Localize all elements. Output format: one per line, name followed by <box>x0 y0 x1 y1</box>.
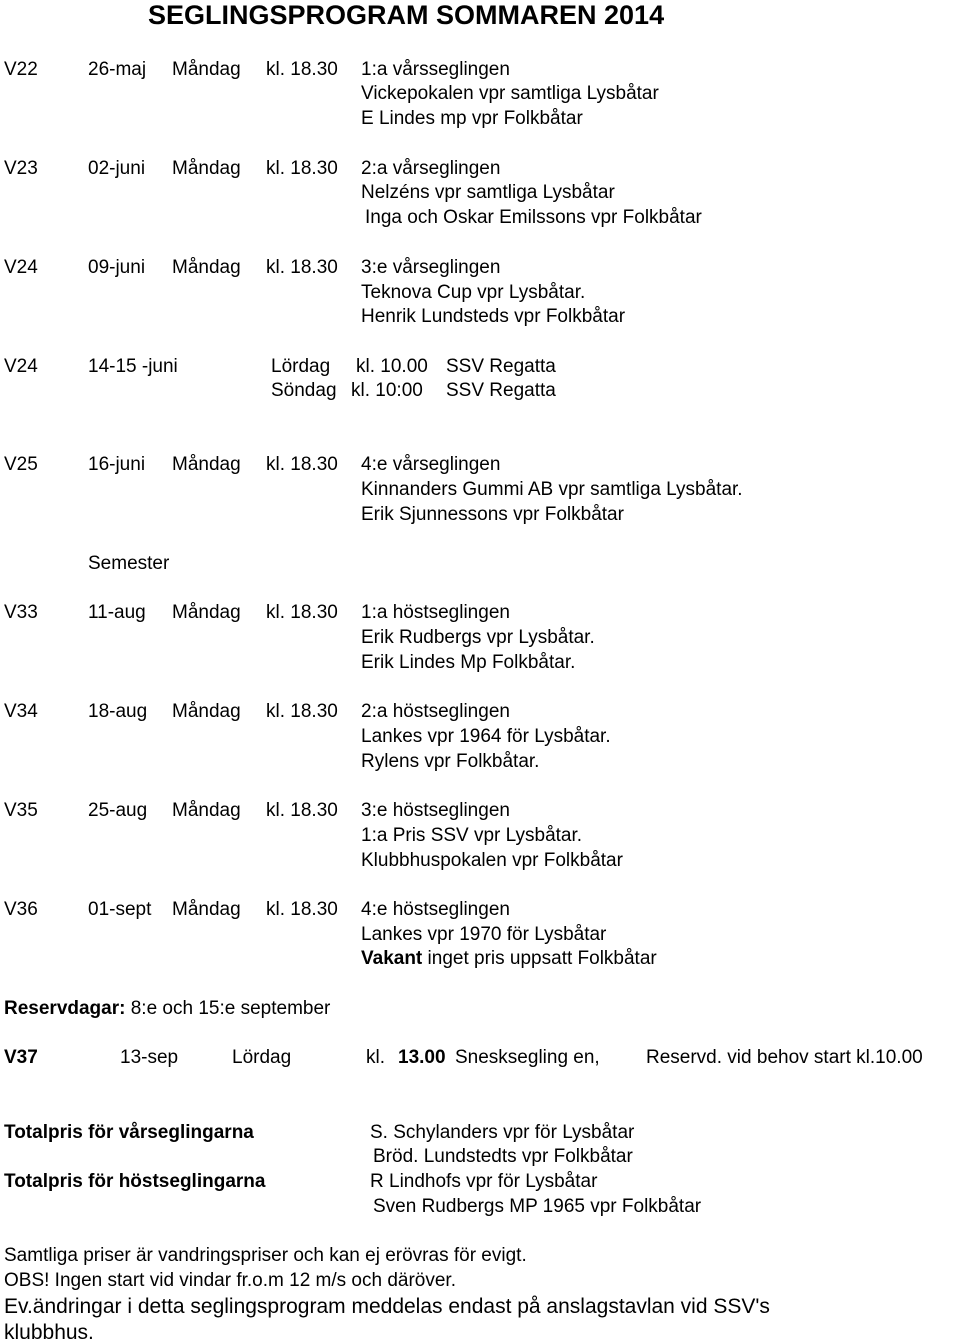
race-day: Lördag <box>232 1047 292 1068</box>
week-label: V23 <box>4 158 38 179</box>
race-event: Snesksegling en, <box>455 1047 600 1068</box>
race-time: kl. 18.30 <box>266 257 338 278</box>
autumn-total-label: Totalpris för höstseglingarna <box>4 1171 266 1192</box>
week-label: V24 <box>4 356 38 377</box>
prize-line: 1:a Pris SSV vpr Lysbåtar. <box>361 825 583 846</box>
race-date: 18-aug <box>88 701 148 722</box>
race-day: Måndag <box>172 701 241 722</box>
prize-line: E Lindes mp vpr Folkbåtar <box>361 108 583 129</box>
race-time: kl. 18.30 <box>266 800 338 821</box>
prize-line: Rylens vpr Folkbåtar. <box>361 751 540 772</box>
race-event: SSV Regatta <box>446 380 556 401</box>
race-event: 3:e höstseglingen <box>361 800 510 821</box>
reserve-text: 8:e och 15:e september <box>130 998 331 1019</box>
race-date: 14-15 -juni <box>88 356 178 377</box>
vakant-text: inget pris uppsatt Folkbåtar <box>427 948 657 969</box>
race-time: kl. 18.30 <box>266 59 338 80</box>
race-event: 4:e höstseglingen <box>361 899 510 920</box>
prize-line: Lankes vpr 1964 för Lysbåtar. <box>361 726 611 747</box>
prize-line <box>361 949 657 968</box>
race-day: Måndag <box>172 59 241 80</box>
prize-line: Teknova Cup vpr Lysbåtar. <box>361 282 586 303</box>
race-day: Lördag <box>271 356 331 377</box>
week-label: V34 <box>4 701 38 722</box>
reserve-days <box>4 999 330 1018</box>
prize-line: S. Schylanders vpr för Lysbåtar <box>370 1122 635 1143</box>
footer-note: Ev.ändringar i detta seglingsprogram meddelas endast på anslagstavlan vid SSV's <box>4 1295 770 1318</box>
race-event: 2:a höstseglingen <box>361 701 510 722</box>
spring-total-label: Totalpris för vårseglingarna <box>4 1122 254 1143</box>
page-title: SEGLINGSPROGRAM SOMMAREN 2014 <box>148 0 665 30</box>
semester-heading: Semester <box>88 553 170 574</box>
race-note: Reservd. vid behov start kl.10.00 <box>646 1047 923 1068</box>
prize-line: Nelzéns vpr samtliga Lysbåtar <box>361 182 615 203</box>
week-label: V35 <box>4 800 38 821</box>
prize-line: Klubbhuspokalen vpr Folkbåtar <box>361 850 623 871</box>
race-event: 2:a vårseglingen <box>361 158 501 179</box>
race-event: 1:a höstseglingen <box>361 602 510 623</box>
race-event: 1:a vårsseglingen <box>361 59 510 80</box>
race-day: Måndag <box>172 257 241 278</box>
prize-line: Inga och Oskar Emilssons vpr Folkbåtar <box>365 207 702 228</box>
race-time: kl. 18.30 <box>266 158 338 179</box>
race-time: kl. 10.00 <box>356 356 428 377</box>
race-kl: kl. <box>366 1047 385 1068</box>
race-time: kl. 18.30 <box>266 602 338 623</box>
race-time: kl. 18.30 <box>266 899 338 920</box>
prize-line: Erik Rudbergs vpr Lysbåtar. <box>361 627 595 648</box>
race-date: 09-juni <box>88 257 146 278</box>
race-day: Söndag <box>271 380 337 401</box>
footer-note: OBS! Ingen start vid vindar fr.o.m 12 m/s och däröver. <box>4 1270 456 1291</box>
race-date: 11-aug <box>88 602 146 623</box>
race-time <box>398 1048 446 1067</box>
race-day: Måndag <box>172 158 241 179</box>
prize-line: R Lindhofs vpr för Lysbåtar <box>370 1171 598 1192</box>
week-label: V25 <box>4 454 38 475</box>
week-label: V37 <box>4 1047 38 1068</box>
race-day: Måndag <box>172 899 241 920</box>
footer-note: Samtliga priser är vandringspriser och kan ej erövras för evigt. <box>4 1245 527 1266</box>
week-label: V22 <box>4 59 38 80</box>
race-event: 3:e vårseglingen <box>361 257 501 278</box>
week-label: V24 <box>4 257 38 278</box>
prize-line: Lankes vpr 1970 för Lysbåtar <box>361 924 607 945</box>
reserve-label: Reservdagar: <box>4 998 126 1019</box>
race-date: 26-maj <box>88 59 147 80</box>
race-date: 02-juni <box>88 158 146 179</box>
race-date: 16-juni <box>88 454 146 475</box>
race-date: 25-aug <box>88 800 148 821</box>
week-label: V33 <box>4 602 38 623</box>
race-time: kl. 10:00 <box>351 380 423 401</box>
race-time: kl. 18.30 <box>266 454 338 475</box>
prize-line: Sven Rudbergs MP 1965 vpr Folkbåtar <box>373 1196 702 1217</box>
prize-line: Kinnanders Gummi AB vpr samtliga Lysbåtar. <box>361 479 743 500</box>
prize-line: Erik Sjunnessons vpr Folkbåtar <box>361 504 624 525</box>
prize-line: Henrik Lundsteds vpr Folkbåtar <box>361 306 626 327</box>
prize-line: Erik Lindes Mp Folkbåtar. <box>361 652 576 673</box>
race-event: SSV Regatta <box>446 356 556 377</box>
race-time-value: 13.00 <box>398 1047 446 1068</box>
week-label: V36 <box>4 899 38 920</box>
race-event: 4:e vårseglingen <box>361 454 501 475</box>
race-date: 13-sep <box>120 1047 179 1068</box>
race-day: Måndag <box>172 602 241 623</box>
vakant-label: Vakant <box>361 948 423 969</box>
footer-note: klubbhus. <box>4 1321 94 1344</box>
race-time: kl. 18.30 <box>266 701 338 722</box>
prize-line: Bröd. Lundstedts vpr Folkbåtar <box>373 1146 633 1167</box>
race-day: Måndag <box>172 454 241 475</box>
prize-line: Vickepokalen vpr samtliga Lysbåtar <box>361 83 659 104</box>
race-date: 01-sept <box>88 899 152 920</box>
race-day: Måndag <box>172 800 241 821</box>
